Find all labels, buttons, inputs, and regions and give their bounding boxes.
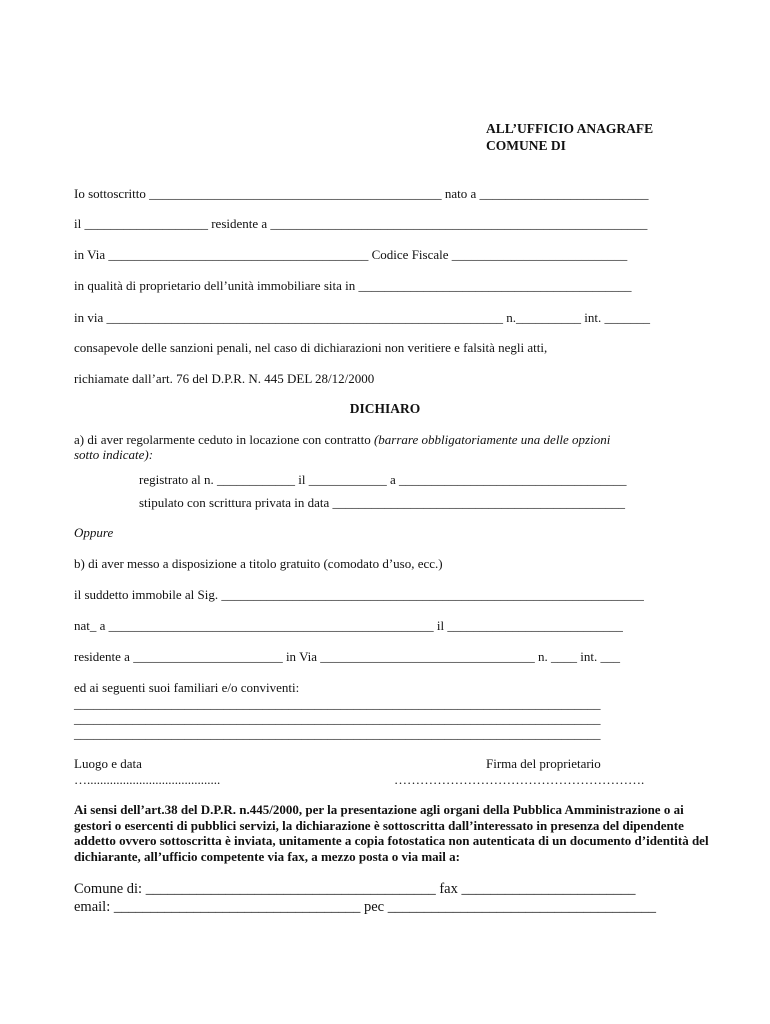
declarant-name-line: Io sottoscritto _____________________________________________ nato a __________________________ — [74, 186, 649, 201]
option-a-text: a) di aver regolarmente ceduto in locazione con contratto — [74, 432, 371, 447]
beneficiary-name-line: il suddetto immobile al Sig. _________________________________________________________________ — [74, 587, 644, 602]
declaration-title: DICHIARO — [349, 401, 421, 416]
option-a-line — [74, 432, 610, 448]
oppure-label: Oppure — [74, 525, 114, 540]
family-members-rule: _________________________________________________________________________________ — [74, 711, 601, 726]
family-members-rule: _________________________________________________________________________________ — [74, 696, 601, 711]
place-date-label: Luogo e data — [74, 756, 142, 771]
email-pec-line: email: __________________________________ pec _____________________________________ — [74, 899, 656, 915]
addressee-line-1: ALL’UFFICIO ANAGRAFE — [486, 121, 654, 136]
option-b-text: b) di aver messo a disposizione a titolo gratuito (comodato d’uso, ecc.) — [74, 556, 443, 571]
birthdate-residence-line: il ___________________ residente a __________________________________________________________ — [74, 216, 648, 231]
option-a-instruction: (barrare obbligatoriamente una delle opzioni — [373, 432, 611, 447]
family-members-rule: _________________________________________________________________________________ — [74, 726, 601, 741]
owner-signature-label: Firma del proprietario — [486, 756, 601, 771]
address-fiscal-code-line: in Via ________________________________________ Codice Fiscale ___________________________ — [74, 247, 628, 262]
property-address-line: in via _____________________________________________________________ n.__________ int. _______ — [74, 310, 650, 325]
legal-notice: Ai sensi dell’art.38 del D.P.R. n.445/2000, per la presentazione agli organi della Pubblica Amministrazione o ai gestori o esercenti di pubblici servizi, la dichiarazione è sottoscritta dall’interessato in presenza del dipendente addetto ovvero sottoscritta è inviata, unitamente a copia fotostatica non autenticata di un documento d’identità del dichiarante, all’ufficio competente via fax, a mezzo posta o via mail a: — [74, 802, 709, 864]
addressee-line-2: COMUNE DI — [486, 138, 566, 153]
comune-fax-line: Comune di: ________________________________________ fax ________________________ — [74, 881, 636, 897]
option-a-instruction-cont: sotto indicate): — [74, 447, 154, 462]
awareness-statement: consapevole delle sanzioni penali, nel caso di dichiarazioni non veritiere e falsità negli atti, — [74, 340, 548, 355]
registered-contract-option: registrato al n. ____________ il ____________ a ___________________________________ — [139, 472, 627, 487]
family-members-label: ed ai seguenti suoi familiari e/o conviventi: — [74, 680, 300, 695]
owner-signature-field: …………………………………………………. — [394, 772, 645, 787]
legal-reference: richiamate dall’art. 76 del D.P.R. N. 445 DEL 28/12/2000 — [74, 371, 375, 386]
beneficiary-residence-line: residente a _______________________ in Via _________________________________ n. ____ int. ___ — [74, 649, 621, 664]
private-deed-option: stipulato con scrittura privata in data _____________________________________________ — [139, 495, 625, 510]
property-owner-line: in qualità di proprietario dell’unità immobiliare sita in __________________________________________ — [74, 278, 632, 293]
beneficiary-birth-line: nat_ a __________________________________________________ il ___________________________ — [74, 618, 623, 633]
place-date-field: …......................................... — [74, 772, 221, 787]
